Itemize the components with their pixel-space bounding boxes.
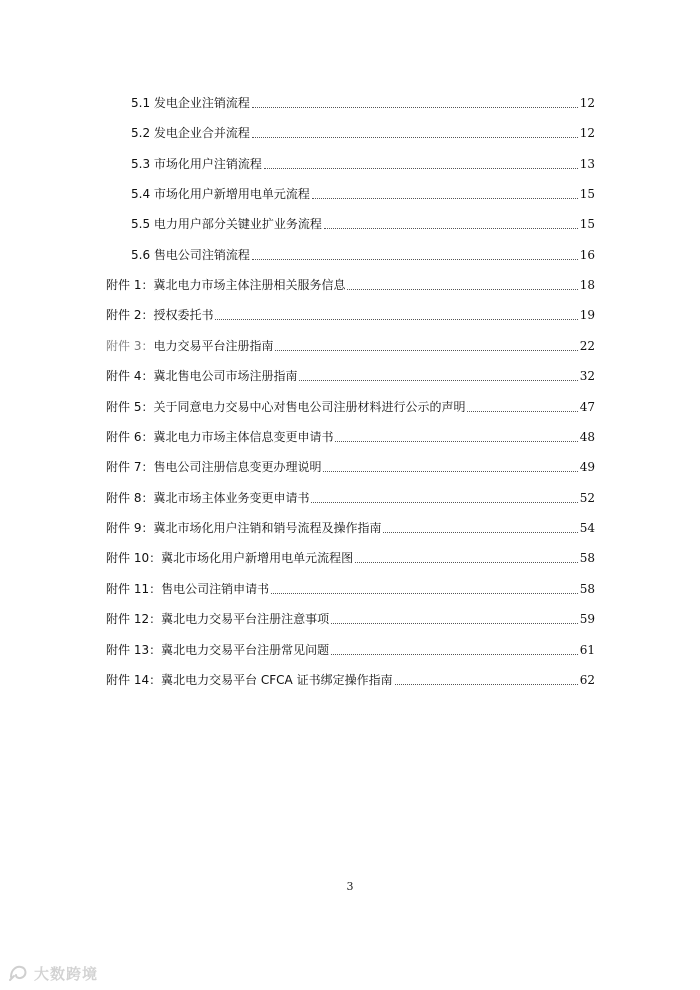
dot-leader (271, 593, 578, 594)
toc-entry-label: 5.3 市场化用户注销流程 (131, 157, 262, 171)
toc-entry-label: 附件 9：冀北市场化用户注销和销号流程及操作指南 (106, 521, 382, 535)
toc-entry-appendix-1[interactable] (106, 273, 595, 293)
toc-entry-page: 52 (579, 491, 595, 505)
toc-entry-label: 附件 13：冀北电力交易平台注册常见问题 (106, 643, 330, 657)
toc-entry-appendix-11[interactable] (106, 577, 595, 597)
toc-entry-appendix-8[interactable] (106, 486, 595, 506)
dot-leader (467, 411, 577, 412)
toc-entry-page: 15 (579, 187, 595, 201)
toc-entry-label: 5.5 电力用户部分关键业扩业务流程 (131, 217, 322, 231)
toc-entry-page: 15 (579, 217, 595, 231)
toc-entry-label: 电力交易平台注册指南 (153, 339, 274, 353)
toc-entry-page: 19 (579, 308, 595, 322)
toc-entry-page: 12 (579, 96, 595, 110)
dot-leader (252, 259, 578, 260)
toc-entry-page: 59 (579, 612, 595, 626)
dot-leader (383, 532, 577, 533)
toc-entry-page: 58 (579, 582, 595, 596)
toc-entry-page: 22 (579, 339, 595, 353)
toc-entry-page: 18 (579, 278, 595, 292)
toc-entry-page: 54 (579, 521, 595, 535)
toc-entry-5-2[interactable] (131, 121, 595, 141)
toc-entry-appendix-13[interactable] (106, 638, 595, 658)
dot-leader (331, 623, 578, 624)
toc-entry-label: 附件 1：冀北电力市场主体注册相关服务信息 (106, 278, 346, 292)
toc-entry-appendix-14[interactable] (106, 668, 595, 688)
watermark-text: 大数跨境 (34, 964, 99, 983)
page-number: 3 (346, 880, 354, 893)
toc-entry-page: 61 (579, 643, 595, 657)
toc-entry-appendix-3[interactable] (106, 334, 595, 354)
dot-leader (347, 289, 577, 290)
toc-entry-label-prefix: 附件 3： (106, 339, 154, 353)
dot-leader (264, 168, 578, 169)
dot-leader (355, 562, 578, 563)
toc-entry-page: 48 (579, 430, 595, 444)
toc-entry-page: 62 (579, 673, 595, 687)
toc-entry-label: 5.1 发电企业注销流程 (131, 96, 250, 110)
toc-entry-label: 附件 8：冀北市场主体业务变更申请书 (106, 491, 310, 505)
toc-entry-appendix-9[interactable] (106, 516, 595, 536)
toc-entry-appendix-10[interactable] (106, 546, 595, 566)
toc-entry-label: 5.6 售电公司注销流程 (131, 248, 250, 262)
toc-entry-label: 附件 11：售电公司注销申请书 (106, 582, 270, 596)
dot-leader (252, 107, 578, 108)
toc-entry-label: 附件 14：冀北电力交易平台 CFCA 证书绑定操作指南 (106, 673, 393, 687)
dot-leader (275, 350, 577, 351)
dot-leader (312, 198, 578, 199)
watermark (8, 962, 98, 984)
toc-entry-appendix-4[interactable] (106, 364, 595, 384)
toc-entry-page: 32 (579, 369, 595, 383)
dot-leader (299, 380, 577, 381)
toc-entry-label: 附件 5：关于同意电力交易中心对售电公司注册材料进行公示的声明 (106, 400, 466, 414)
toc-entry-label: 5.4 市场化用户新增用电单元流程 (131, 187, 310, 201)
toc-entry-label: 附件 10：冀北市场化用户新增用电单元流程图 (106, 551, 354, 565)
dot-leader (215, 319, 577, 320)
toc-entry-5-6[interactable] (131, 243, 595, 263)
toc-entry-label: 5.2 发电企业合并流程 (131, 126, 250, 140)
toc-entry-label: 附件 7：售电公司注册信息变更办理说明 (106, 460, 322, 474)
toc-entry-label: 附件 2：授权委托书 (106, 308, 214, 322)
dot-leader (335, 441, 577, 442)
toc-entry-5-4[interactable] (131, 182, 595, 202)
dot-leader (311, 502, 577, 503)
toc-entry-appendix-5[interactable] (106, 395, 595, 415)
toc-entry-page: 47 (579, 400, 595, 414)
toc-entry-page: 58 (579, 551, 595, 565)
dot-leader (395, 684, 578, 685)
toc-entry-label: 附件 6：冀北电力市场主体信息变更申请书 (106, 430, 334, 444)
dot-leader (331, 654, 578, 655)
toc-entry-appendix-2[interactable] (106, 303, 595, 323)
toc-entry-5-1[interactable] (131, 91, 595, 111)
toc-entry-5-5[interactable] (131, 212, 595, 232)
toc-entry-page: 12 (579, 126, 595, 140)
toc-entry-appendix-12[interactable] (106, 607, 595, 627)
toc-entry-page: 16 (579, 248, 595, 262)
toc-entry-appendix-7[interactable] (106, 455, 595, 475)
dot-leader (324, 228, 578, 229)
toc-entry-page: 13 (579, 157, 595, 171)
toc-entry-label: 附件 4：冀北售电公司市场注册指南 (106, 369, 298, 383)
logo-icon (8, 963, 30, 983)
toc-entry-appendix-6[interactable] (106, 425, 595, 445)
toc-entry-5-3[interactable] (131, 152, 595, 172)
toc-entry-label: 附件 12：冀北电力交易平台注册注意事项 (106, 612, 330, 626)
toc-entry-page: 49 (579, 460, 595, 474)
dot-leader (323, 471, 577, 472)
dot-leader (252, 137, 578, 138)
